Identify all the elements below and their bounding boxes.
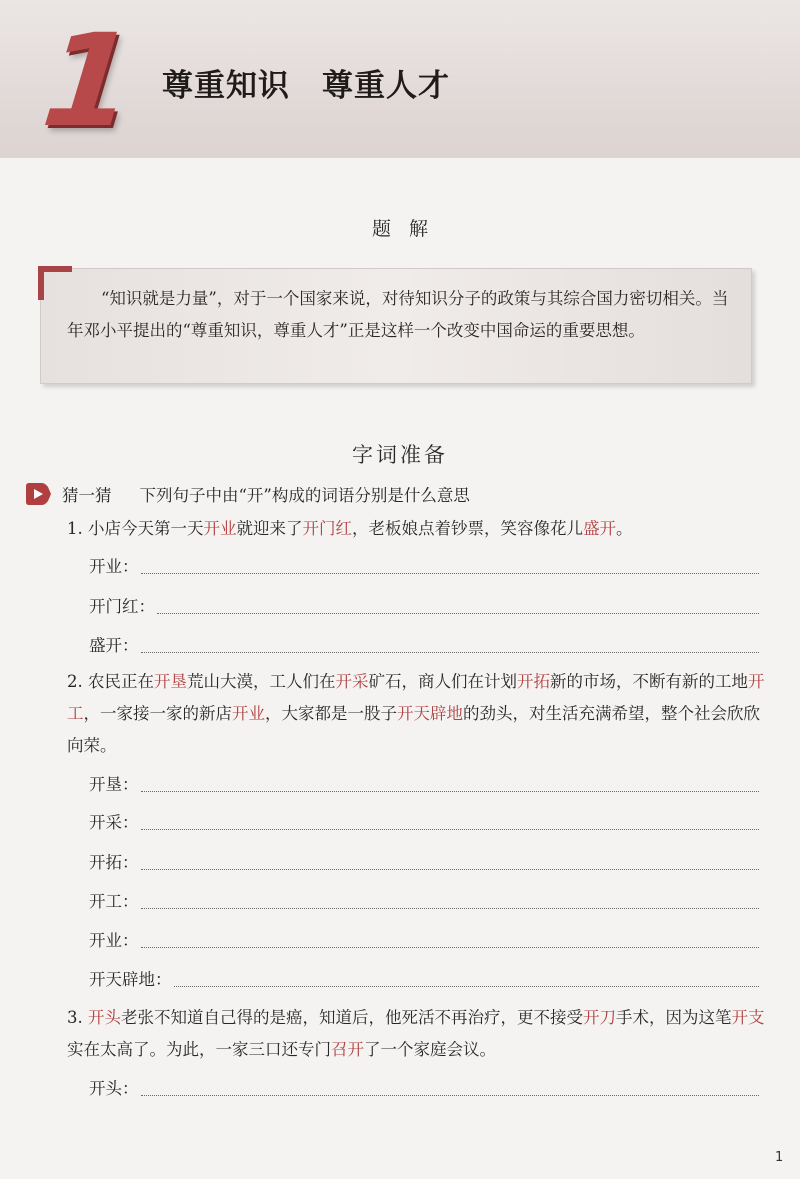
sentence-text: ，老板娘点着钞票，笑容像花儿	[352, 519, 583, 538]
highlighted-word: 开刀	[583, 1008, 616, 1027]
highlighted-word: 开业	[232, 704, 265, 723]
sentence-text: 就迎来了	[236, 519, 303, 538]
highlighted-word: 开业	[203, 519, 237, 538]
sentence-text: 了一个家庭会议。	[364, 1040, 496, 1059]
sentence-text: 的劲头，对生活充满希望，整个社会欣欣向荣。	[67, 704, 760, 755]
chapter-title: 尊重知识 尊重人才	[162, 68, 450, 104]
exercise-label: 猜一猜	[62, 486, 112, 505]
item-number: 2.	[67, 672, 88, 691]
answer-blank[interactable]: 开采：	[89, 808, 759, 834]
highlighted-word: 盛开	[583, 519, 616, 538]
intro-text: “知识就是力量”，对于一个国家来说，对待知识分子的政策与其综合国力密切相关。当年邓小平提出的“尊重知识，尊重人才”正是这样一个改变中国命运的重要思想。	[67, 289, 729, 340]
sentence-text: 老张不知道自己得的是癌，知道后，他死活不再治疗，更不接受	[121, 1008, 583, 1027]
highlighted-word: 开采	[335, 672, 369, 691]
exercise-item-3	[67, 1002, 767, 1066]
highlighted-word: 开垦	[154, 672, 187, 691]
chapter-header	[0, 0, 800, 158]
sentence-text: 手术，因为这笔	[616, 1008, 732, 1027]
highlighted-word: 开天辟地	[397, 704, 463, 723]
item-number: 3.	[67, 1008, 88, 1027]
intro-box	[40, 268, 752, 384]
highlighted-word: 开门红	[302, 519, 352, 538]
sentence-text: 小店今天第一天	[88, 519, 204, 538]
exercise-item-1	[67, 513, 767, 545]
exercise-item-2	[67, 666, 767, 762]
exercise-prompt: 下列句子中由“开”构成的词语分别是什么意思	[139, 486, 470, 505]
sentence-text: ，大家都是一股子	[265, 704, 397, 723]
highlighted-word: 开拓	[517, 672, 550, 691]
answer-blank[interactable]: 开天辟地：	[89, 965, 759, 991]
highlighted-word: 开头	[88, 1008, 121, 1027]
vocab-section-title: 字词准备	[352, 443, 448, 467]
sentence-text: 实在太高了。为此，一家三口还专门	[67, 1040, 331, 1059]
sentence-text: 新的市场，不断有新的工地	[550, 672, 748, 691]
sentence-text: ，一家接一家的新店	[83, 704, 232, 723]
sentence-text: 农民正在	[88, 672, 154, 691]
answer-blank[interactable]: 开业：	[89, 926, 759, 952]
answer-blank[interactable]: 开垦：	[89, 770, 759, 796]
answer-blank[interactable]: 开头：	[89, 1074, 759, 1100]
answer-blank[interactable]: 开工：	[89, 887, 759, 913]
sentence-text: 矿石，商人们在计划	[368, 672, 517, 691]
answer-blank[interactable]: 开门红：	[89, 592, 759, 618]
highlighted-word: 召开	[331, 1040, 364, 1059]
answer-blank[interactable]: 开业：	[89, 552, 759, 578]
sentence-text: 。	[616, 519, 633, 538]
item-number: 1.	[67, 519, 88, 538]
answer-blank[interactable]: 盛开：	[89, 631, 759, 657]
chapter-number: 1	[36, 7, 141, 156]
answer-blank[interactable]: 开拓：	[89, 848, 759, 874]
intro-section-title: 题解	[371, 218, 446, 240]
exercise-header	[24, 482, 470, 506]
highlighted-word: 开工	[67, 672, 765, 723]
play-arrow-icon	[24, 482, 52, 506]
sentence-text: 荒山大漠，工人们在	[187, 672, 336, 691]
highlighted-word: 开支	[731, 1008, 765, 1027]
page-number: 1	[775, 1150, 784, 1165]
